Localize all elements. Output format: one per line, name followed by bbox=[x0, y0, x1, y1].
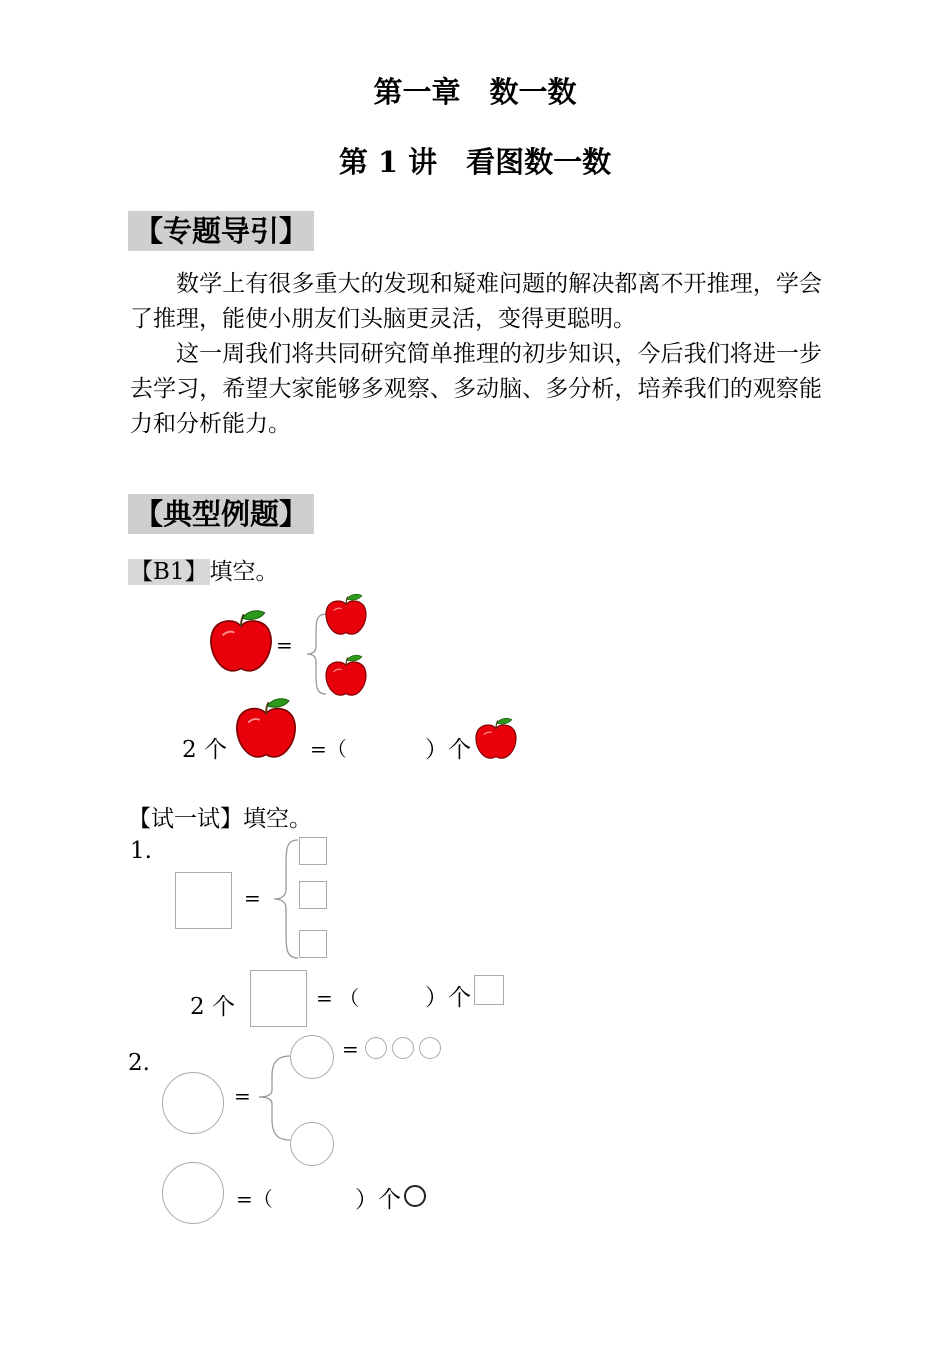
b1-equals: = bbox=[276, 633, 293, 657]
q2-equals: = bbox=[234, 1084, 251, 1108]
chapter-title: 第一章 数一数 bbox=[373, 75, 577, 109]
circle-shape bbox=[162, 1072, 224, 1134]
example-b1-line bbox=[128, 553, 279, 586]
circle-shape bbox=[365, 1037, 387, 1059]
apple-icon bbox=[234, 696, 298, 762]
circle-shape bbox=[404, 1185, 426, 1207]
brace-icon bbox=[256, 1050, 292, 1146]
q1-equals: = bbox=[244, 886, 261, 910]
q2-equals-top: = bbox=[342, 1037, 359, 1061]
square-shape bbox=[175, 872, 232, 929]
square-shape bbox=[250, 970, 307, 1027]
b1-count-label: 2 个 bbox=[182, 737, 227, 763]
b1-equals-open: =（ bbox=[310, 737, 347, 761]
q2-number: 2. bbox=[128, 1050, 150, 1076]
intro-paragraph-1: 数学上有很多重大的发现和疑难问题的解决都离不开推理，学会了推理，能使小朋友们头脑更灵活，变得更聪明。 bbox=[130, 271, 822, 332]
square-shape bbox=[299, 837, 327, 865]
q1-number: 1. bbox=[130, 838, 152, 864]
apple-icon bbox=[208, 608, 274, 676]
square-shape bbox=[474, 975, 504, 1005]
brace-icon bbox=[270, 838, 300, 960]
intro-text bbox=[130, 267, 822, 442]
examples-heading: 【典型例题】 bbox=[128, 494, 314, 534]
apple-icon bbox=[324, 593, 368, 637]
q1-count-label: 2 个 bbox=[190, 994, 235, 1020]
lecture-title: 第 1 讲 看图数一数 bbox=[338, 145, 612, 179]
circle-shape bbox=[419, 1037, 441, 1059]
circle-shape bbox=[290, 1035, 334, 1079]
try-it-label: 【试一试】填空。 bbox=[128, 806, 312, 832]
b1-close-unit: ）个 bbox=[425, 737, 471, 763]
example-b1-text: 填空。 bbox=[209, 559, 279, 585]
circle-shape bbox=[162, 1162, 224, 1224]
intro-paragraph-2: 这一周我们将共同研究简单推理的初步知识，今后我们将进一步去学习，希望大家能够多观察、多动脑、多分析，培养我们的观察能力和分析能力。 bbox=[130, 341, 822, 437]
circle-shape bbox=[290, 1122, 334, 1166]
square-shape bbox=[299, 930, 327, 958]
q1-close-unit: ）个 bbox=[425, 985, 471, 1011]
circle-shape bbox=[392, 1037, 414, 1059]
apple-icon bbox=[474, 717, 518, 761]
intro-heading: 【专题导引】 bbox=[128, 211, 314, 251]
square-shape bbox=[299, 881, 327, 909]
q2-equals-open: =（ bbox=[236, 1187, 273, 1211]
apple-icon bbox=[324, 654, 368, 698]
example-b1-tag: 【B1】 bbox=[130, 559, 208, 585]
q1-equals-open: = （ bbox=[316, 986, 360, 1010]
q2-close-unit: ）个 bbox=[355, 1187, 401, 1213]
